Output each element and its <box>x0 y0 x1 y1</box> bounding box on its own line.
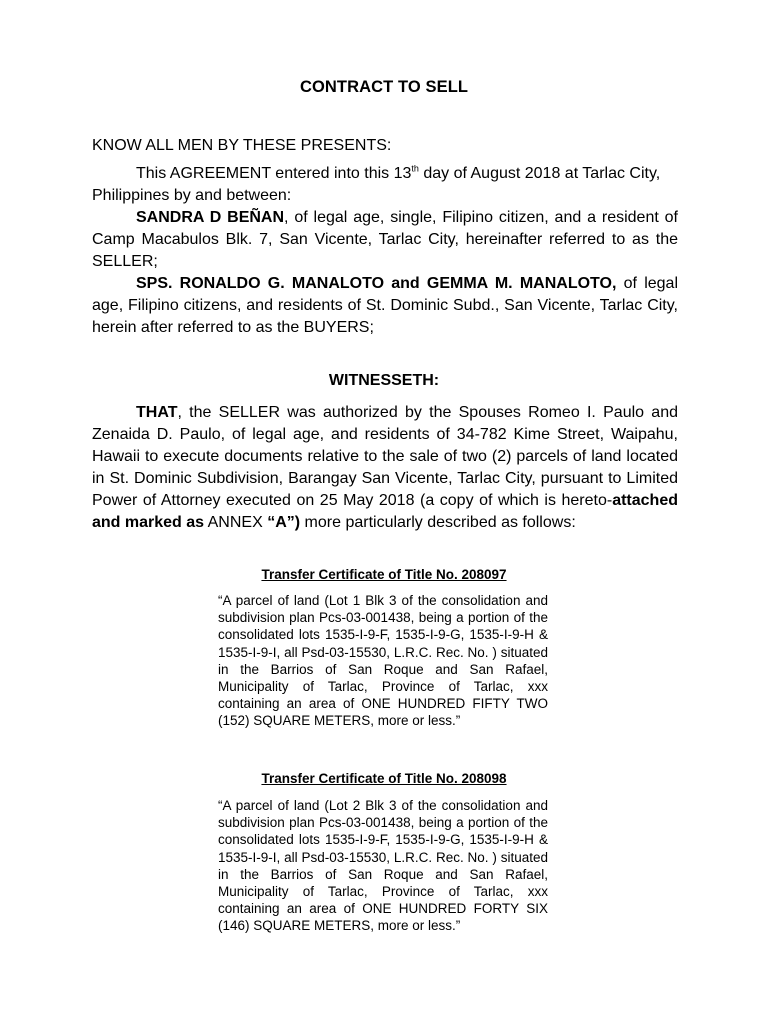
that-bold-part: attached and marked as <box>92 492 678 531</box>
that-text: , the SELLER was authorized by the Spouses Romeo I. Paulo and Zenaida D. Paulo, of legal age, and residents of 34-782 Kime Street, Waipahu, Hawaii to execute documents relative to the sale of two (2) parcels of land located in St. Dominic Subdivision, Barangay San Vicente, Tarlac City, pursuant to Limited Power of Attorney executed on 25 May 2018 (a copy of which is hereto- <box>92 404 678 509</box>
that-paragraph <box>92 402 678 534</box>
agreement-text-after: day of August 2018 at Tarlac City, Philippines by and between: <box>92 165 661 204</box>
buyers-name: SPS. RONALDO G. MANALOTO and GEMMA M. MANALOTO, <box>136 275 617 292</box>
tct-208098-heading: Transfer Certificate of Title No. 208098 <box>261 771 507 786</box>
agreement-paragraph <box>92 163 678 207</box>
witnesseth-heading: WITNESSETH: <box>328 372 440 389</box>
that-annex-label: “A”) <box>267 514 301 531</box>
that-annex: ANNEX <box>204 514 268 531</box>
tct-208097-description: “A parcel of land (Lot 1 Blk 3 of the consolidation and subdivision plan Pcs-03-001438, being a portion of the consolidated lots 1535-I-9-F, 1535-I-9-G, 1535-I-9-H & 1535-I-9-I, all Psd-03-15530, L.R.C. Rec. No. ) situated in the Barrios of San Roque and San Rafael, Municipality of Tarlac, Province of Tarlac, xxx containing an area of ONE HUNDRED FIFTY TWO (152) SQUARE METERS, more or less.” <box>218 593 548 729</box>
tct-208097-heading: Transfer Certificate of Title No. 208097 <box>261 567 507 582</box>
agreement-text-before: This AGREEMENT entered into this 13 <box>136 165 412 182</box>
buyers-text: of legal age, Filipino citizens, and residents of St. Dominic Subd., San Vicente, Tarlac City, herein after referred to as the BUYERS; <box>92 275 678 336</box>
that-lead: THAT <box>136 404 178 421</box>
document-title: CONTRACT TO SELL <box>299 78 469 96</box>
agreement-ordinal-suffix: th <box>411 163 419 174</box>
tct-208098-description: “A parcel of land (Lot 2 Blk 3 of the consolidation and subdivision plan Pcs-03-001438, being a portion of the consolidated lots 1535-I-9-F, 1535-I-9-G, 1535-I-9-H & 1535-I-9-I, all Psd-03-15530, L.R.C. Rec. No. ) situated in the Barrios of San Roque and San Rafael, Municipality of Tarlac, Province of Tarlac, xxx containing an area of ONE HUNDRED FORTY SIX (146) SQUARE METERS, more or less.” <box>218 798 548 934</box>
that-ending: more particularly described as follows: <box>300 514 576 531</box>
intro-line: KNOW ALL MEN BY THESE PRESENTS: <box>92 137 392 154</box>
seller-text: , of legal age, single, Filipino citizen, and a resident of Camp Macabulos Blk. 7, San Vicente, Tarlac City, hereinafter referred to as the SELLER; <box>92 209 679 270</box>
seller-paragraph <box>92 207 678 273</box>
seller-name: SANDRA D BEÑAN <box>136 209 285 226</box>
buyers-paragraph <box>92 273 678 339</box>
